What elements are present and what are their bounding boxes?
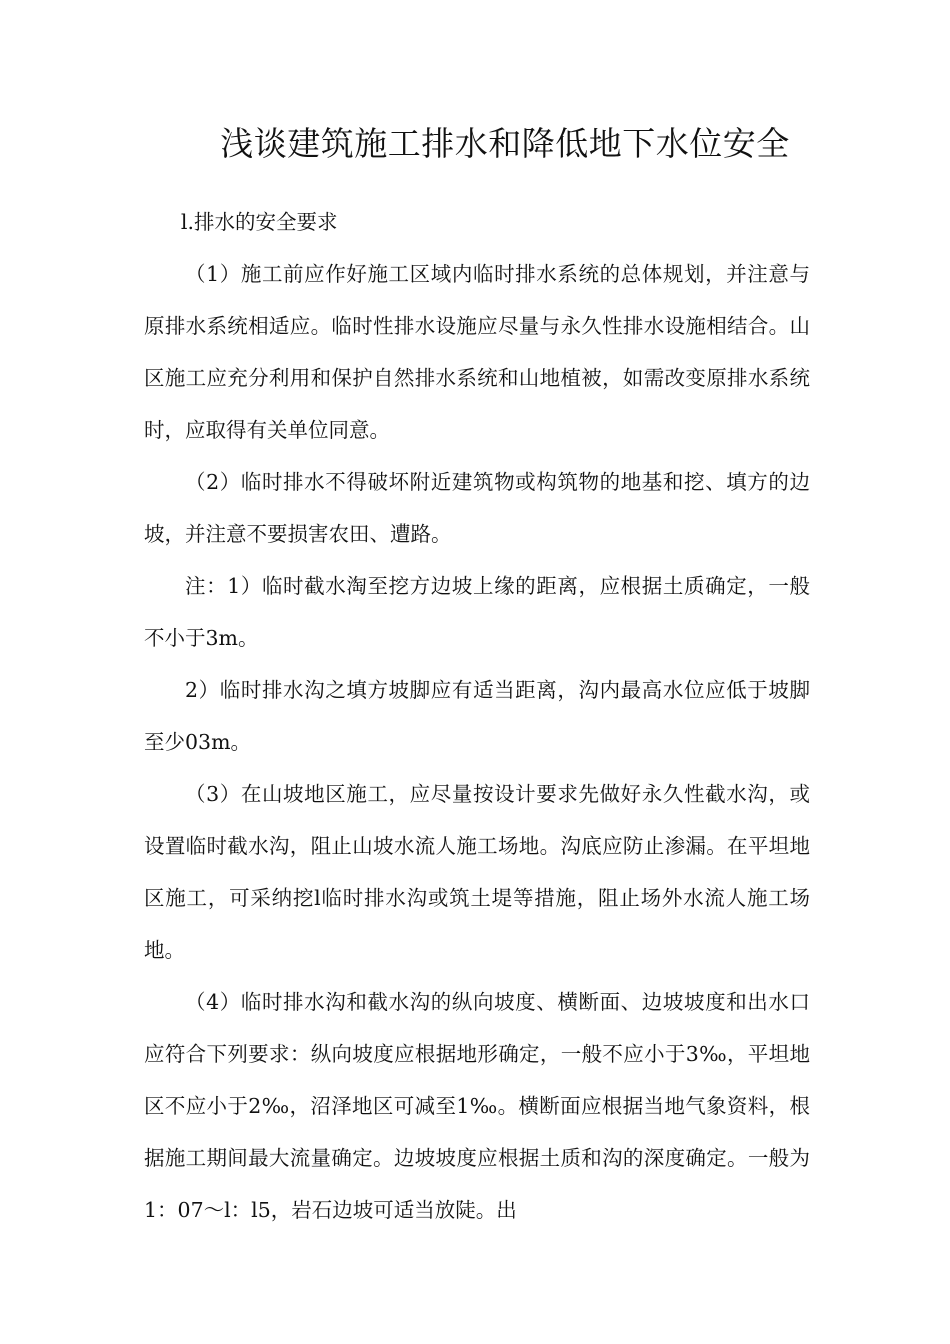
note-paragraph: 2）临时排水沟之填方坡脚应有适当距离，沟内最高水位应低于坡脚至少03m。 [144, 678, 810, 754]
document-body [144, 196, 810, 1236]
note-paragraph: 注：1）临时截水淘至挖方边坡上缘的距离，应根据土质确定，一般不小于3m。 [144, 574, 810, 650]
paragraph: （4）临时排水沟和截水沟的纵向坡度、横断面、边坡坡度和出水口应符合下列要求：纵向坡度应根据地形确定，一般不应小于3‰，平坦地区不应小于2‰，沼泽地区可减至1‰。横断面应根据当地气象资料，根据施工期间最大流量确定。边坡坡度应根据土质和沟的深度确定。一般为1：07～l：l5，岩石边坡可适当放陡。出 [144, 990, 810, 1222]
paragraph: （1）施工前应作好施工区域内临时排水系统的总体规划，并注意与原排水系统相适应。临时性排水设施应尽量与永久性排水设施相结合。山区施工应充分利用和保护自然排水系统和山地植被，如需改变原排水系统时，应取得有关单位同意。 [144, 262, 810, 442]
section-heading: l.排水的安全要求 [180, 210, 338, 234]
paragraph: （2）临时排水不得破坏附近建筑物或构筑物的地基和挖、填方的边坡，并注意不要损害农田、遭路。 [144, 470, 810, 546]
paragraph: （3）在山坡地区施工，应尽量按设计要求先做好永久性截水沟，或设置临时截水沟，阻止山坡水流人施工场地。沟底应防止渗漏。在平坦地区施工，可采纳挖l临时排水沟或筑土堤等措施，阻止场外水流人施工场地。 [144, 782, 810, 962]
document-title: 浅谈建筑施工排水和降低地下水位安全 [220, 124, 790, 163]
